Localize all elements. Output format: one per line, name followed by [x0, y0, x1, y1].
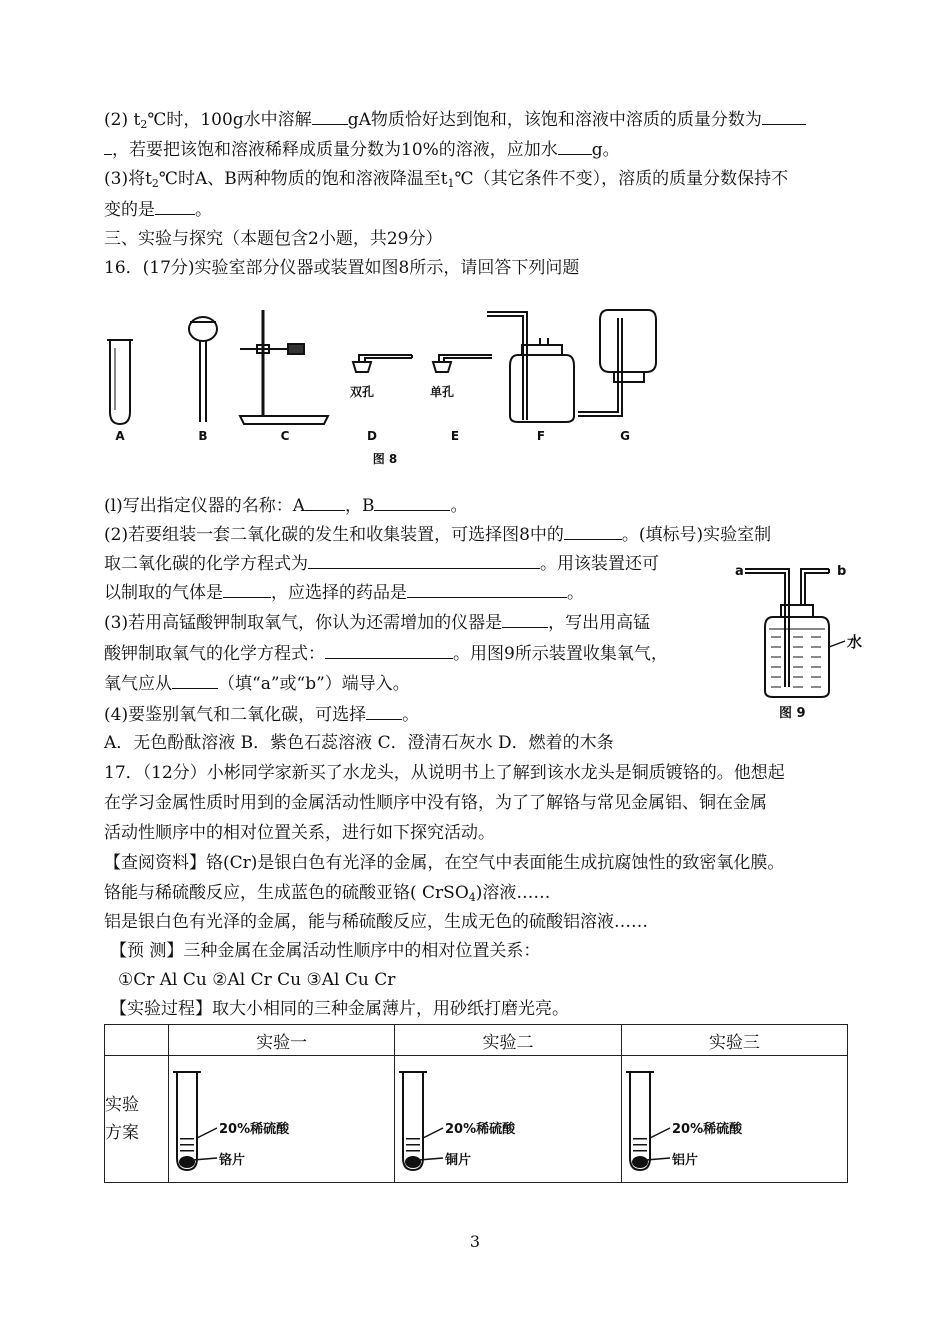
experiment-1-cell [169, 1056, 395, 1183]
q15-line-2b: ，若要把该饱和溶液稀释成质量分数为10%的溶液，应加水 g。 [104, 138, 620, 161]
q17-prediction-options: ①Cr Al Cu ②Al Cr Cu ③Al Cu Cr [118, 970, 396, 990]
experiment-3-cell [621, 1056, 847, 1183]
gas-bottle-icon [510, 355, 574, 422]
blank[interactable] [104, 138, 112, 155]
fig8-label-e: E [450, 429, 460, 443]
blank[interactable] [223, 581, 271, 598]
experiment-table [104, 1024, 848, 1183]
test-tube-icon [110, 340, 130, 424]
fig8-label-a: A [115, 429, 125, 443]
q16-options: A．无色酚酞溶液 B．紫色石蕊溶液 C．澄清石灰水 D．燃着的木条 [104, 733, 614, 753]
fig9-label-b: b [837, 564, 847, 579]
acid-label: 20%稀硫酸 [219, 1122, 290, 1137]
acid-label: 20%稀硫酸 [445, 1122, 516, 1137]
fig9-caption: 图 9 [779, 706, 806, 721]
q17-line-2: 在学习金属性质时用到的金属活动性顺序中没有铬，为了了解铬与常见金属铝、铜在金属 [104, 793, 767, 813]
fig8-label-c: C [280, 429, 290, 443]
q15-line-3b: 变的是 。 [104, 200, 212, 220]
test-tube-icon [622, 1056, 842, 1182]
table-header-1: 实验一 [169, 1025, 395, 1056]
q17-line-6: 铝是银白色有光泽的金属，能与稀硫酸反应，生成无色的硫酸铝溶液…… [104, 912, 648, 932]
q16-part-2b: 取二氧化碳的化学方程式为 。用该装置还可 [104, 554, 659, 574]
q16-part-1: (l)写出指定仪器的名称：A ，B 。 [104, 496, 468, 516]
q16-part-3c: 氧气应从 （填“a”或“b”）端导入。 [104, 674, 410, 694]
q16-part-4: (4)要鉴别氧气和二氧化碳，可选择 。 [104, 705, 420, 725]
blank[interactable] [172, 672, 218, 689]
q17-line-1: 17．（12分）小彬同学家新买了水龙头，从说明书上了解到该水龙头是铜质镀铬的。他想起 [104, 763, 785, 783]
q16-part-3a: (3)若用高锰酸钾制取氧气，你认为还需增加的仪器是 ，写出用高锰 [104, 613, 651, 633]
q15-line-3a: (3)将$t_2℃$时A、B两种物质的饱和溶液降温至$t_1℃$（其它条件不变），溶质的质量分数保持不 [104, 169, 789, 190]
fig8-label-g: G [620, 429, 630, 443]
single-hole-stopper-icon [433, 362, 451, 372]
blank[interactable] [558, 138, 592, 155]
table-header-empty [105, 1025, 169, 1056]
blank[interactable] [374, 494, 450, 511]
fig9-label-a: a [735, 564, 744, 579]
funnel-icon [189, 317, 217, 341]
figure-8-apparatus [100, 300, 660, 475]
blank[interactable] [564, 523, 622, 540]
fig9-label-water: 水 [847, 633, 863, 651]
table-header-3: 实验三 [621, 1025, 847, 1056]
test-tube-icon [395, 1056, 615, 1182]
section-3-heading: 三、实验与探究（本题包含2小题，共29分） [104, 229, 443, 249]
q17-line-3: 活动性顺序中的相对位置关系，进行如下探究活动。 [104, 823, 495, 843]
fig8-label-d: D [367, 429, 377, 443]
figure-9-collection-bottle [725, 555, 875, 730]
q16-part-2c: 以制取的气体是 ，应选择的药品是 。 [104, 583, 584, 603]
fig8-label-b: B [198, 429, 208, 443]
blank[interactable] [308, 552, 540, 569]
blank[interactable] [762, 108, 806, 125]
q17-line-5: 铬能与稀硫酸反应，生成蓝色的硫酸亚铬( CrSO$_4$)溶液…… [104, 883, 551, 904]
double-hole-label: 双孔 [349, 385, 375, 399]
q16-part-2a: (2)若要组装一套二氧化碳的发生和收集装置，可选择图8中的 。(填标号)实验室制 [104, 525, 772, 545]
test-tube-icon [169, 1056, 389, 1182]
experiment-2-cell [395, 1056, 621, 1183]
acid-label: 20%稀硫酸 [671, 1122, 742, 1137]
metal-label-copper: 铜片 [445, 1153, 472, 1168]
q17-procedure: 【实验过程】取大小相同的三种金属薄片，用砂纸打磨光亮。 [110, 999, 569, 1019]
q17-prediction: 【预 测】三种金属在金属活动性顺序中的相对位置关系： [110, 941, 541, 961]
blank[interactable] [407, 581, 567, 598]
blank[interactable] [325, 642, 453, 659]
blank[interactable] [312, 108, 348, 125]
q16-intro: 16．(17分)实验室部分仪器或装置如图8所示，请回答下列问题 [104, 258, 580, 278]
q17-line-4: 【查阅资料】铬(Cr)是银白色有光泽的金属，在空气中表面能生成抗腐蚀性的致密氧化膜。 [104, 853, 785, 873]
fig8-label-f: F [536, 429, 546, 443]
single-hole-label: 单孔 [429, 385, 455, 399]
gas-collection-bottle-icon [600, 310, 656, 372]
q15-line-2a: (2) $t_2℃$时，100g水中溶解 gA物质恰好达到饱和，该饱和溶液中溶质的质量分数为 [104, 108, 806, 136]
blank[interactable] [502, 611, 548, 628]
fig8-caption: 图 8 [372, 452, 398, 466]
blank[interactable] [155, 198, 195, 215]
blank[interactable] [366, 703, 402, 720]
metal-label-aluminium: 铝片 [671, 1153, 698, 1168]
table-header-2: 实验二 [395, 1025, 621, 1056]
page-number: 3 [469, 1232, 481, 1251]
metal-label-chromium: 铬片 [219, 1153, 246, 1168]
row-label: 实验 方案 [105, 1056, 169, 1183]
blank[interactable] [305, 494, 345, 511]
double-hole-stopper-icon [353, 362, 371, 372]
q16-part-3b: 酸钾制取氧气的化学方程式： 。用图9所示装置收集氧气， [104, 644, 668, 664]
